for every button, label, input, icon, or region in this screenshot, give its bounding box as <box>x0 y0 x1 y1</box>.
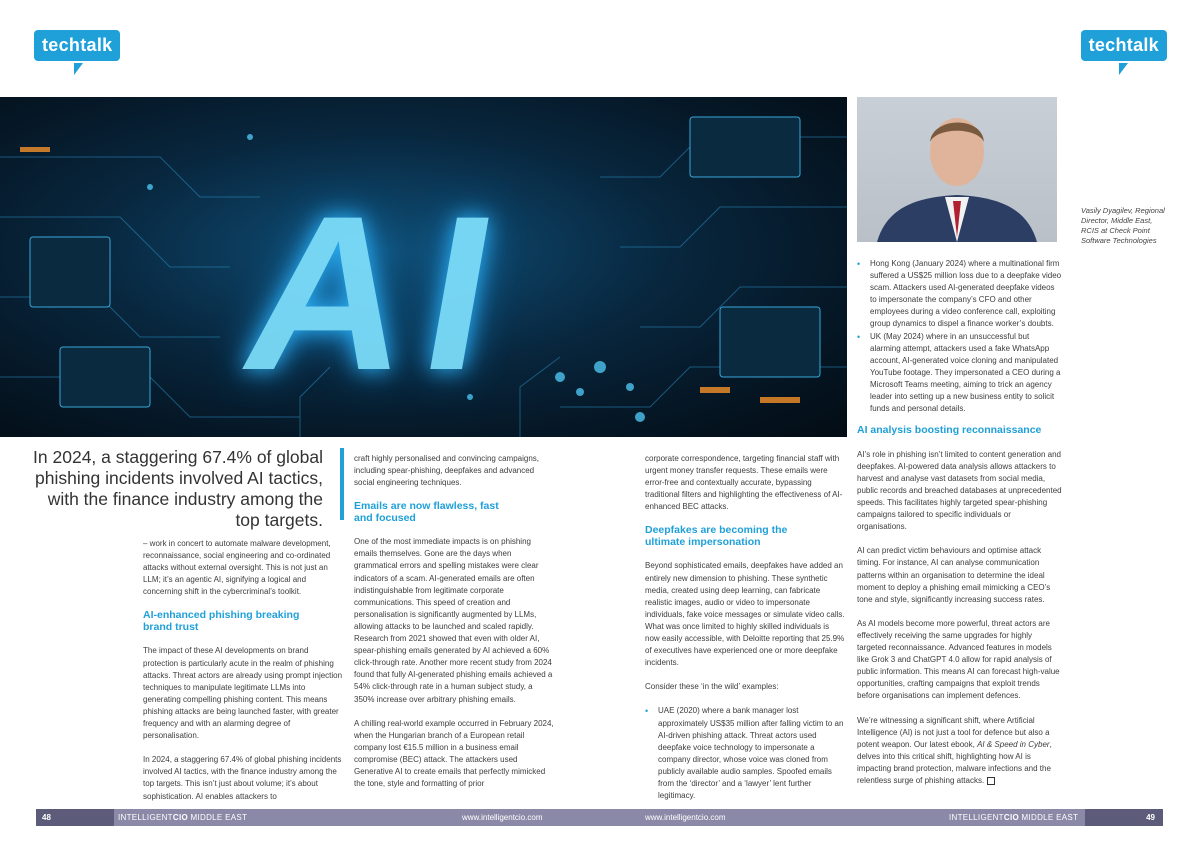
logo-speech-tail <box>74 63 83 75</box>
paragraph: Beyond sophisticated emails, deepfakes have added an entirely new dimension to phishing. These synthetic media, created using deep learning, can fabricate realistic images, audio or video to impersonate individuals, fake voice messages or simulate video calls. What was once limited to highly skilled individuals is now easily accessible, with Deloitte reporting that 25.9% of executives have experienced one or more deepfake incidents. <box>645 561 845 668</box>
article-column-4 <box>857 258 1062 799</box>
paragraph: – work in concert to automate malware development, reconnaissance, social engineering and co-ordinated attacks without external oversight. This is not just an LLM; it’s an agentic AI, signifying a logical and concerning shift in the cybercriminal’s toolkit. <box>143 539 331 597</box>
example-list <box>857 258 1062 415</box>
list-item: • UAE (2020) where a bank manager lost approximately US$35 million after falling victim to an AI-driven phishing attack. Threat actors used deepfake voice technology to impersonate a company director, whose voice was cloned from publicly available audio samples. Spoofed emails from the ‘director’ and a ‘lawyer’ lent further legitimacy. <box>645 705 845 802</box>
page-number-text: 48 <box>42 813 51 822</box>
footer-url-right[interactable]: www.intelligentcio.com <box>645 813 726 822</box>
techtalk-logo-left <box>34 30 120 68</box>
text-span: We’re witnessing a significant shift, where Artificial Intelligence (AI) is not just a tool for defence but also a potent weapon. Our latest ebook, <box>857 715 1050 749</box>
paragraph: In 2024, a staggering 67.4% of global phishing incidents involved AI tactics, with the finance industry among the top targets. This isn’t just about volume; it’s about sophistication. AI enables attackers to <box>143 755 342 801</box>
article-column-2 <box>354 453 554 802</box>
paragraph: As AI models become more powerful, threat actors are effectively receiving the same upgrades for highly targeted reconnaissance. Advanced features in models like Grok 3 and ChatGPT 4.0 allow for rapid analysis of public information. This means AI can forecast high-value opportunities, crafting campaigns that exploit trends before organisations can implement defences. <box>857 618 1060 701</box>
footer-brand-right <box>949 809 1078 826</box>
pull-quote-bar <box>340 448 344 520</box>
portrait-figure <box>857 97 1057 242</box>
paragraph: A chilling real-world example occurred in February 2024, when the Hungarian branch of a European retail company lost €15.5 million in a business email compromise (BEC) attack. The attackers used Generative AI to create emails that perfectly mimicked the tone, style and formatting of prior <box>354 718 554 789</box>
logo-text: techtalk <box>1081 30 1167 61</box>
section-heading: Emails are now flawless, fast and focused <box>354 500 499 524</box>
page-number-right <box>1085 809 1163 826</box>
pull-quote: In 2024, a staggering 67.4% of global phishing incidents involved AI tactics, with the finance industry among the top targets. <box>33 447 323 530</box>
paragraph: craft highly personalised and convincing campaigns, including spear-phishing, deepfakes and advanced social engineering techniques. <box>354 454 539 488</box>
paragraph: The impact of these AI developments on brand protection is particularly acute in the realm of phishing attacks. Threat actors are already using prompt injection techniques to manipulate legitimate LLMs into generating compelling phishing content. This means phishing attacks are being launched faster, with greater frequency and with an alarming degree of personalisation. <box>143 646 343 741</box>
logo-text: techtalk <box>34 30 120 61</box>
footer-url-left[interactable]: www.intelligentcio.com <box>462 813 543 822</box>
article-column-3 <box>645 453 845 802</box>
paragraph: One of the most immediate impacts is on phishing emails themselves. Gone are the days when grammatical errors and spelling mistakes were clear indicators of a scam. AI-generated emails are often indistinguishable from legitimate corporate communications. This speed of creation and personalisation is significantly augmented by LLMs, allowing attacks to be launched and scaled rapidly. Research from 2021 showed that even with older AI, spear-phishing emails generated by AI achieved a 60% click-through rate. Another more recent study from 2024 found that fully AI-generated phishing emails achieved a 54% click-through rate in a human subject study, a 350% increase over arbitrary phishing emails. <box>354 537 553 704</box>
brand-part: CIO <box>1003 813 1019 822</box>
brand-part: INTELLIGENT <box>949 813 1004 822</box>
list-item: • Hong Kong (January 2024) where a multinational firm suffered a US$25 million loss due to a deepfake video scam. Attackers used AI-generated deepfake videos to impersonate the company’s CFO and other employees during a video conference call, exploiting group dynamics to dispel a finance worker’s doubts. <box>857 258 1062 331</box>
brand-part: MIDDLE EAST <box>1019 813 1079 822</box>
logo-speech-tail <box>1119 63 1128 75</box>
hero-ai-letters: AI <box>228 170 532 416</box>
paragraph: corporate correspondence, targeting financial staff with urgent money transfer requests. These emails were error-free and contextually accurate, bypassing traditional filters and highlighting the effectiveness of AI-enhanced BEC attacks. <box>645 454 843 512</box>
brand-part: CIO <box>172 813 188 822</box>
text-span: , delves into this critical shift, highlighting how AI is impacting brand protection, malware infections and the relentless surge of phishing attacks. <box>857 739 1052 785</box>
paragraph: AI’s role in phishing isn’t limited to content generation and deepfakes. AI-powered data analysis allows attackers to harvest and analyse vast datasets from social media, public records and breached databases at unprecedented speeds. This facilitates highly targeted spear-phishing campaigns tailored to specific individuals or organisations. <box>857 449 1062 532</box>
brand-part: INTELLIGENT <box>118 813 173 822</box>
ebook-title: AI & Speed in Cyber <box>977 739 1050 749</box>
list-item: • UK (May 2024) where in an unsuccessful but alarming attempt, attackers used a fake WhatsApp account, AI-generated voice cloning and manipulated YouTube footage. They impersonated a CEO during a Microsoft Teams meeting, aiming to trick an agency leader into setting up a new business entity to solicit funds and personal details. <box>857 331 1062 416</box>
portrait-caption: Vasily Dyagilev, Regional Director, Middle East, RCIS at Check Point Software Technologies <box>1081 206 1165 245</box>
hero-image-ai-circuit <box>0 97 847 437</box>
techtalk-logo-right <box>1081 30 1167 68</box>
brand-part: MIDDLE EAST <box>188 813 248 822</box>
page-number-left <box>36 809 114 826</box>
page-footer <box>36 809 1163 826</box>
section-heading: AI analysis boosting reconnaissance <box>857 424 1042 437</box>
article-column-1 <box>143 538 343 815</box>
paragraph <box>857 715 1062 788</box>
portrait-photo <box>857 97 1057 242</box>
example-list <box>645 705 845 802</box>
section-heading: AI-enhanced phishing breaking brand trust <box>143 609 300 633</box>
section-heading: Deepfakes are becoming the ultimate impersonation <box>645 524 788 548</box>
paragraph: Consider these ‘in the wild’ examples: <box>645 682 779 692</box>
page-number-text: 49 <box>1146 813 1155 822</box>
footer-brand-left <box>118 809 247 826</box>
end-mark-icon <box>987 777 995 785</box>
paragraph: AI can predict victim behaviours and optimise attack timing. For instance, AI can analyse communication patterns within an organisation to determine the ideal moment to deploy a phishing email mimicking a CEO’s tone and style, significantly increasing success rates. <box>857 546 1051 604</box>
